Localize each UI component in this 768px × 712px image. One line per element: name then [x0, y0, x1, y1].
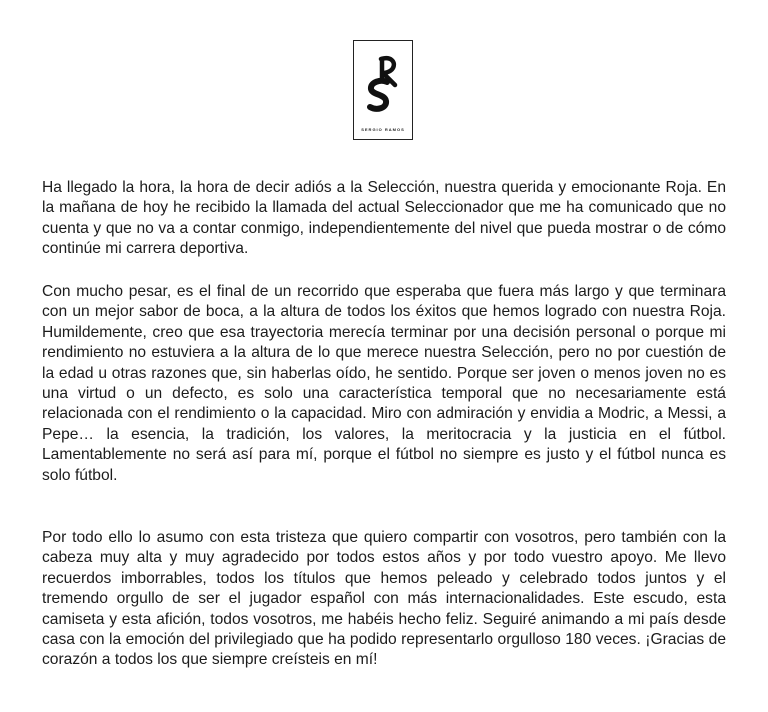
letter-paragraph-3: Por todo ello lo asumo con esta tristeza que quiero compartir con vosotros, pero también con la cabeza muy alta y muy agradecido por todos estos años y por todo vuestro apoyo. Me llevo recuerdos imborrables, todos los títulos que hemos peleado y celebrado todos juntos y el tremendo orgullo de ser el jugador español con más internacionalidades. Este escudo, esta camiseta y esta afición, todos vosotros, me habéis hecho feliz. Seguiré animando a mi país desde casa con la emoción del privilegiado que ha podido representarlo orgulloso 180 veces. ¡Gracias de corazón a todos los que siempre creísteis en mí!	[42, 529, 726, 669]
sr-monogram-icon	[365, 55, 403, 115]
letter-paragraph-1: Ha llegado la hora, la hora de decir adiós a la Selección, nuestra querida y emocionante Roja. En la mañana de hoy he recibido la llamada del actual Seleccionador que me ha comunicado que no cuenta y que no va a contar conmigo, independientemente del nivel que pueda mostrar o de cómo continúe mi carrera deportiva.	[42, 179, 726, 258]
logo-wordmark: SERGIO RAMOS	[361, 127, 405, 132]
sergio-ramos-logo	[353, 40, 413, 140]
letter-paragraph-2: Con mucho pesar, es el final de un recorrido que esperaba que fuera más largo y que terminara con un mejor sabor de boca, a la altura de todos los éxitos que hemos logrado con nuestra Roja. Humildemente, creo que esa trayectoria merecía terminar por una decisión personal o porque mi rendimiento no estuviera a la altura de lo que merece nuestra Selección, pero no por cuestión de la edad u otras razones que, sin haberlas oído, he sentido. Porque ser joven o menos joven no es una virtud o un defecto, es solo una característica temporal que no necesariamente está relacionada con el rendimiento o la capacidad. Miro con admiración y envidia a Modric, a Messi, a Pepe… la esencia, la tradición, los valores, la meritocracia y la justicia en el fútbol. Lamentablemente no será así para mí, porque el fútbol no siempre es justo y el fútbol nunca es solo fútbol.	[42, 283, 726, 484]
